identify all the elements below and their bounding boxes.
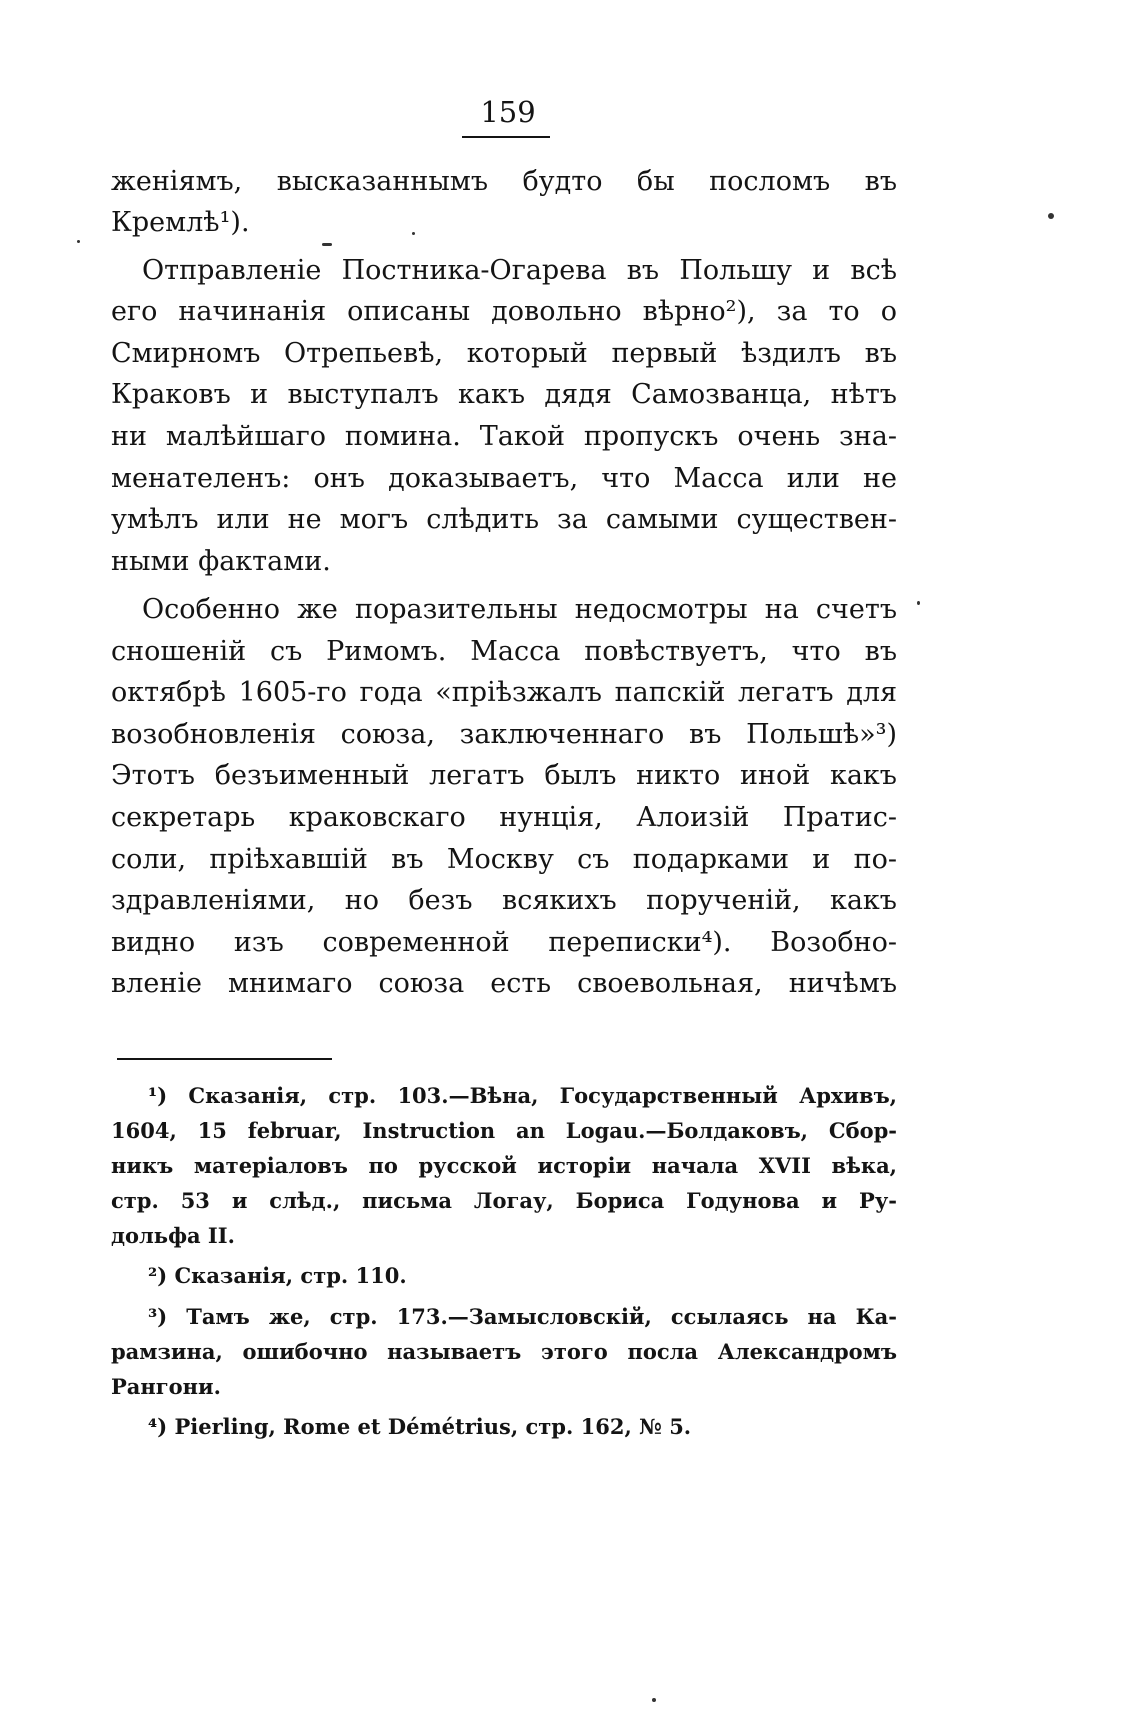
text-line: возобновленія союза, заключеннаго въ Польшѣ»³): [111, 719, 897, 750]
text-line: секретарь краковскаго нунція, Алоизій Пратис-: [111, 802, 897, 833]
text-line: Особенно же поразительны недосмотры на счетъ: [142, 594, 897, 625]
text-line: видно изъ современной переписки⁴). Возобно-: [111, 927, 897, 958]
footnote-rule: [117, 1058, 332, 1060]
page-number: 159: [480, 95, 536, 129]
footnote-line: рамзина, ошибочно называетъ этого посла Александромъ: [111, 1339, 897, 1364]
text-line: Краковъ и выступалъ какъ дядя Самозванца, нѣтъ: [111, 379, 897, 410]
footnote-line: стр. 53 и слѣд., письма Логау, Бориса Годунова и Ру-: [111, 1188, 897, 1213]
text-line: здравленіями, но безъ всякихъ порученій, какъ: [111, 885, 897, 916]
footnote-line: ³) Тамъ же, стр. 173.—Замысловскій, ссылаясь на Ка-: [148, 1304, 897, 1329]
footnote-line: ⁴) Pierling, Rome et Démétrius, стр. 162, № 5.: [148, 1414, 692, 1439]
footnote-line: 1604, 15 februar, Instruction an Logau.—Болдаковъ, Сбор-: [111, 1118, 897, 1143]
scan-speck: [322, 243, 332, 246]
text-line: менателенъ: онъ доказываетъ, что Масса или не: [111, 463, 897, 494]
footnote-line: дольфа II.: [111, 1223, 235, 1248]
text-line: женіямъ, высказаннымъ будто бы посломъ въ: [111, 166, 897, 197]
text-line: умѣлъ или не могъ слѣдить за самыми существен-: [111, 504, 897, 535]
scan-speck: [652, 1698, 656, 1702]
text-line: Смирномъ Отрепьевѣ, который первый ѣздилъ въ: [111, 338, 897, 369]
scan-speck: [917, 601, 920, 605]
footnote-line: ¹) Сказанія, стр. 103.—Вѣна, Государственный Архивъ,: [148, 1083, 897, 1108]
text-line: октябрѣ 1605-го года «пріѣзжалъ папскій легатъ для: [111, 677, 897, 708]
text-line: соли, пріѣхавшій въ Москву съ подарками и по-: [111, 844, 897, 875]
text-line: его начинанія описаны довольно вѣрно²), за то о: [111, 296, 897, 327]
text-line: сношеній съ Римомъ. Масса повѣствуетъ, что въ: [111, 636, 897, 667]
footnote-line: Рангони.: [111, 1374, 221, 1399]
page-number-rule: [462, 136, 550, 138]
text-line: вленіе мнимаго союза есть своевольная, ничѣмъ: [111, 968, 897, 999]
text-line: Отправленіе Постника-Огарева въ Польшу и всѣ: [142, 255, 897, 286]
text-line: ными фактами.: [111, 546, 331, 577]
scan-speck: [77, 240, 80, 243]
footnote-line: ²) Сказанія, стр. 110.: [148, 1263, 407, 1288]
scan-speck: [412, 232, 415, 235]
text-line: Кремлѣ¹).: [111, 207, 250, 238]
scan-speck: [1048, 213, 1054, 219]
text-line: ни малѣйшаго помина. Такой пропускъ очень зна-: [111, 421, 897, 452]
footnote-line: никъ матеріаловъ по русской исторіи начала XVII вѣка,: [111, 1153, 897, 1178]
text-line: Этотъ безъименный легатъ былъ никто иной какъ: [111, 760, 897, 791]
